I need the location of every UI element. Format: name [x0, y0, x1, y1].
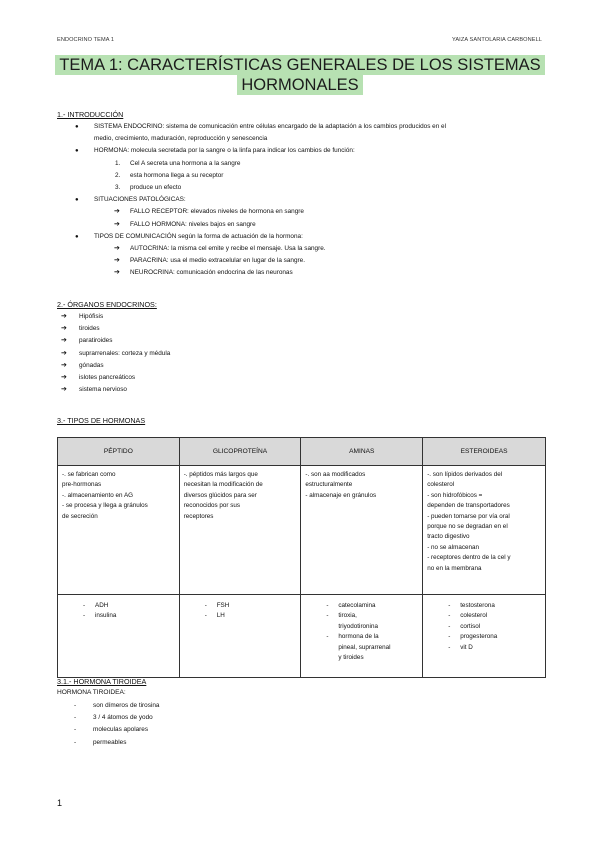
page-number: 1 [57, 798, 63, 808]
arrow-right-icon: ➔ [61, 374, 67, 382]
list-item: ➔ gónadas [57, 360, 357, 372]
table-cell: - catecolamina - tiroxia, triyodotironina - hormona de la pineal, suprarrenal y tiroides [301, 595, 423, 678]
column-header-aminas: AMINAS [301, 438, 423, 466]
list-item: ➔ paratiroides [57, 335, 357, 347]
list-item: ➔ islotes pancreáticos [57, 372, 357, 384]
title-line-2: HORMONALES [237, 75, 362, 95]
list-item: ➔ FALLO RECEPTOR: elevados niveles de hormona en sangre [57, 206, 557, 218]
bullet-hormona: ● HORMONA: molecula secretada por la sangre o la linfa para indicar los cambios de función: [57, 145, 557, 157]
header-left: ENDOCRINO TEMA 1 [57, 37, 115, 43]
column-header-glicoproteina: GLICOPROTEÍNA [179, 438, 301, 466]
table-row [58, 595, 546, 678]
list-item: 2. esta hormona llega a su receptor [115, 171, 224, 179]
table-cell: -. péptidos más largos que necesitan la modificación de diversos glúcidos para ser reconocidos por sus receptores [179, 466, 301, 595]
arrow-right-icon: ➔ [61, 386, 67, 394]
bullet-dot-icon: ● [75, 124, 79, 130]
arrow-right-icon: ➔ [114, 257, 120, 265]
arrow-right-icon: ➔ [61, 337, 67, 345]
arrow-right-icon: ➔ [61, 313, 67, 320]
list-item: ➔ tiroides [57, 323, 357, 335]
list-item: ➔ Hipófisis [57, 311, 357, 323]
list-item: - son dímeros de tirosina [74, 702, 160, 709]
header-right: YAIZA SANTOLARIA CARBONELL [451, 37, 542, 43]
arrow-right-icon: ➔ [114, 220, 120, 228]
list-item: - 3 / 4 átomos de yodo [74, 714, 153, 722]
arrow-right-icon: ➔ [114, 208, 120, 216]
section-3-heading: 3.- TIPOS DE HORMONAS [57, 416, 146, 425]
section-1-heading: 1.- INTRODUCCIÓN [57, 110, 124, 119]
section-2-heading: 2.- ÓRGANOS ENDOCRINOS: [57, 300, 157, 309]
list-item: ➔ NEUROCRINA: comunicación endocrina de las neuronas [57, 267, 557, 279]
table-cell: -. se fabrican como pre-hormonas -. almacenamiento en AG - se procesa y llega a gránulos de secreción [58, 466, 180, 595]
section-3-1-list [57, 700, 357, 749]
section-3-1-heading: 3.1.- HORMONA TIROIDEA [57, 677, 147, 686]
section-1-body [57, 121, 557, 280]
hormone-types-table [57, 437, 546, 678]
table-cell: - testosterona - colesterol - cortisol - progesterona - vit D [423, 595, 546, 678]
column-header-peptido: PÉPTIDO [58, 438, 180, 466]
section-2-list [57, 311, 357, 396]
column-header-esteroideas: ESTEROIDEAS [423, 438, 546, 466]
title-line-1: TEMA 1: CARACTERÍSTICAS GENERALES DE LOS SISTEMAS [55, 55, 544, 75]
table-row [58, 466, 546, 595]
list-item: 3. produce un efecto [115, 184, 182, 192]
table-cell: - ADH - insulina [58, 595, 180, 678]
arrow-right-icon: ➔ [61, 349, 67, 357]
table-header-row [58, 438, 546, 466]
list-item: ➔ suprarrenales: corteza y médula [57, 348, 357, 360]
bullet-situaciones: ● SITUACIONES PATOLÓGICAS: [57, 194, 557, 206]
list-item: ➔ PARACRINA: usa el medio extracelular en lugar de la sangre. [57, 255, 557, 267]
bullet-tipos: ● TIPOS DE COMUNICACIÓN según la forma de actuación de la hormona: [57, 231, 557, 243]
bullet-dot-icon: ● [75, 233, 79, 240]
list-item: - permeables [74, 738, 127, 746]
table-cell: -. son lípidos derivados del colesterol - son hidrofóbicos = dependen de transportadores - pueden tomarse por vía oral porque no se degradan en el tracto digestivo - no se almacenan - receptores dentro de la cel y no en la membrana [423, 466, 546, 595]
table-cell: - FSH - LH [179, 595, 301, 678]
table-cell: -. son aa modificados estructuralmente - almacenaje en gránulos [301, 466, 423, 595]
page-title [40, 55, 560, 95]
arrow-right-icon: ➔ [114, 245, 120, 253]
list-item: ➔ AUTOCRINA: la misma cel emite y recibe el mensaje. Usa la sangre. [57, 243, 557, 255]
bullet-sistema-endocrino: ● SISTEMA ENDOCRINO: sistema de comunicación entre células encargado de la adaptación a los cambios producidos en el medio, crecimiento, maduración, reproducción y senescencia [75, 123, 447, 143]
list-item: ➔ FALLO HORMONA: niveles bajos en sangre [57, 219, 557, 231]
list-item: ➔ sistema nervioso [57, 384, 357, 396]
arrow-right-icon: ➔ [61, 361, 67, 369]
hormona-tiroidea-label: HORMONA TIROIDEA: [57, 689, 126, 696]
bullet-dot-icon: ● [75, 148, 79, 155]
arrow-right-icon: ➔ [61, 325, 67, 333]
bullet-dot-icon: ● [75, 197, 79, 204]
list-item: 1. Cel A secreta una hormona a la sangre [115, 159, 241, 167]
arrow-right-icon: ➔ [114, 269, 120, 277]
list-item: - moleculas apolares [74, 726, 149, 734]
